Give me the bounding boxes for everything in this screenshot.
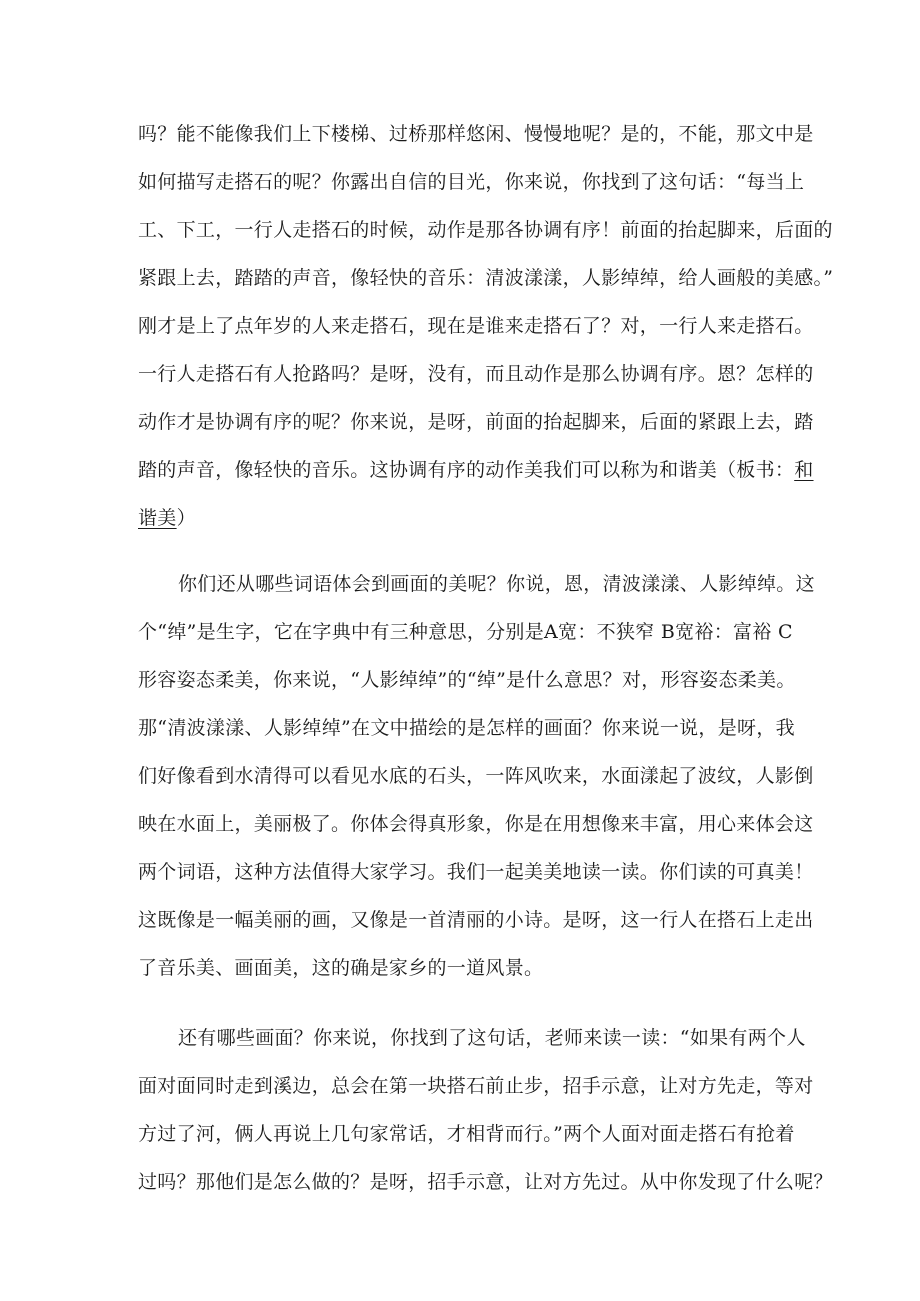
text-line: 两个词语，这种方法值得大家学习。我们一起美美地读一读。你们读的可真美！ bbox=[138, 861, 814, 883]
text-line: 那“清波漾漾、人影绰绰”在文中描绘的是怎样的画面？你来说一说，是呀，我 bbox=[138, 717, 795, 739]
text-line: 面对面同时走到溪边，总会在第一块搭石前止步，招手示意，让对方先走，等对 bbox=[138, 1075, 814, 1097]
text-line: 个“绰”是生字，它在字典中有三种意思，分别是A宽：不狭窄 B宽裕：富裕 C bbox=[138, 621, 793, 643]
text-line: 方过了河，俩人再说上几句家常话，才相背而行。”两个人面对面走搭石有抢着 bbox=[138, 1123, 795, 1145]
text-line: 形容姿态柔美，你来说，“人影绰绰”的“绰”是什么意思？对，形容姿态柔美。 bbox=[138, 669, 796, 691]
text-line: 刚才是上了点年岁的人来走搭石，现在是谁来走搭石了？对，一行人来走搭石。 bbox=[138, 315, 814, 337]
text-line: 过吗？那他们是怎么做的？是呀，招手示意，让对方先过。从中你发现了什么呢？ bbox=[138, 1171, 833, 1193]
text-line-body: 踏的声音，像轻快的音乐。这协调有序的动作美我们可以称为和谐美（板书： bbox=[138, 459, 795, 481]
board-note-underlined: 和 bbox=[794, 459, 814, 481]
text-line: 映在水面上，美丽极了。你体会得真形象，你是在用想像来丰富，用心来体会这 bbox=[138, 813, 814, 835]
text-line: 动作才是协调有序的呢？你来说，是呀，前面的抬起脚来，后面的紧跟上去，踏 bbox=[138, 411, 814, 433]
text-line bbox=[138, 498, 788, 538]
text-line: 了音乐美、画面美，这的确是家乡的一道风景。 bbox=[138, 957, 544, 979]
text-line: 还有哪些画面？你来说，你找到了这句话，老师来读一读：“如果有两个人 bbox=[178, 1027, 806, 1049]
text-line: 吗？能不能像我们上下楼梯、过桥那样悠闲、慢慢地呢？是的，不能，那文中是 bbox=[138, 123, 814, 145]
text-line-body: ） bbox=[176, 507, 196, 529]
text-line bbox=[138, 450, 814, 490]
text-line: 一行人走搭石有人抢路吗？是呀，没有，而且动作是那么协调有序。恩？怎样的 bbox=[138, 363, 814, 385]
text-line: 如何描写走搭石的呢？你露出自信的目光，你来说，你找到了这句话：“每当上 bbox=[138, 171, 805, 193]
text-line: 这既像是一幅美丽的画，又像是一首清丽的小诗。是呀，这一行人在搭石上走出 bbox=[138, 909, 814, 931]
text-line: 紧跟上去，踏踏的声音，像轻快的音乐：清波漾漾，人影绰绰，给人画般的美感。” bbox=[138, 267, 834, 289]
text-line: 你们还从哪些词语体会到画面的美呢？你说，恩，清波漾漾、人影绰绰。这 bbox=[178, 573, 815, 595]
text-line: 工、下工，一行人走搭石的时候，动作是那各协调有序！前面的抬起脚来，后面的 bbox=[138, 219, 833, 241]
text-line: 们好像看到水清得可以看见水底的石头，一阵风吹来，水面漾起了波纹，人影倒 bbox=[138, 765, 814, 787]
board-note-underlined: 谐美 bbox=[138, 507, 177, 529]
